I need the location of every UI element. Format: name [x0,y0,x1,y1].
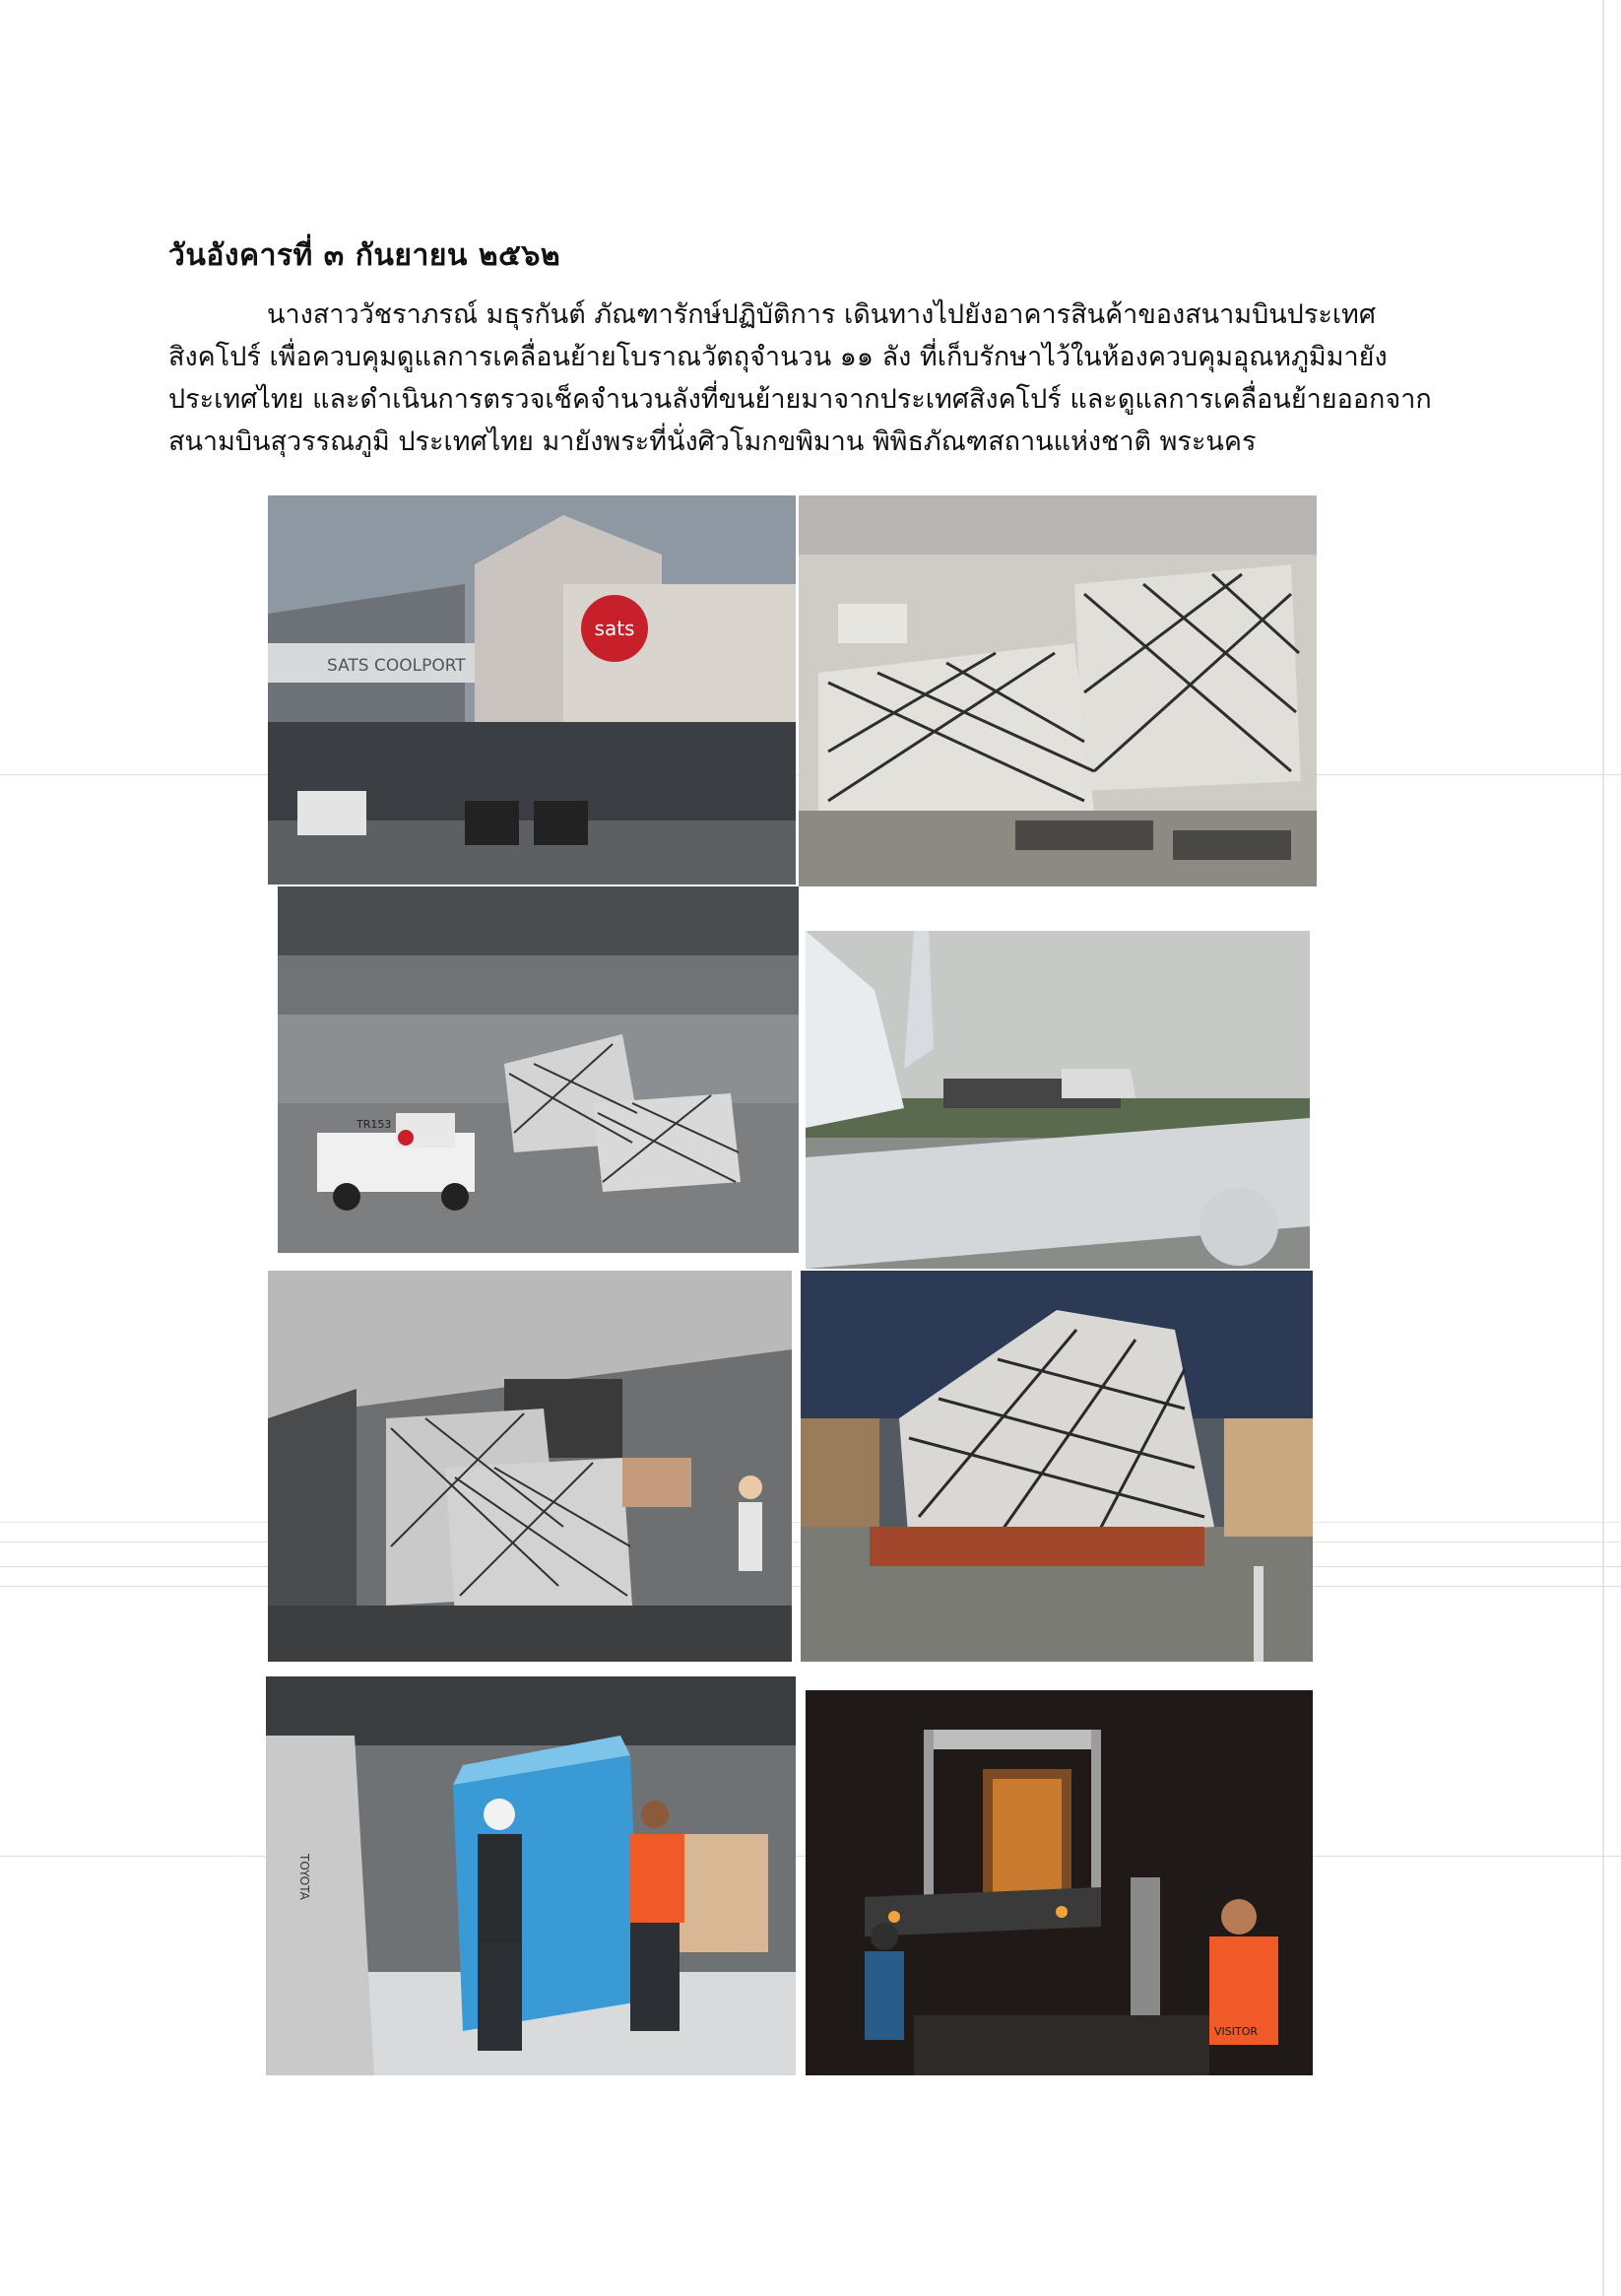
paragraph-line: สนามบินสุวรรณภูมิ ประเทศไทย มายังพระที่นั่งศิวโมกขพิมาน พิพิธภัณฑสถานแห่งชาติ พระนคร [168,426,1257,457]
paragraph-line: สิงคโปร์ เพื่อควบคุมดูแลการเคลื่อนย้ายโบราณวัตถุจำนวน ๑๑ ลัง ที่เก็บรักษาไว้ในห้องควบคุมอุณหภูมิมายัง [168,342,1388,372]
photo-workers-blue-crate [266,1676,796,2075]
photo-netted-crates-warehouse [799,495,1317,886]
date-heading: วันอังคารที่ ๓ กันยายน ๒๕๖๒ [168,238,561,273]
visitor-vest-text: VISITOR [1214,2025,1259,2038]
paragraph-line: นางสาววัชราภรณ์ มธุรกันต์ ภัณฑารักษ์ปฏิบัติการ เดินทางไปยังอาคารสินค้าของสนามบินประเทศ [267,299,1376,330]
page-edge [1602,0,1604,2296]
photo-cargo-terminal [268,495,796,885]
body-paragraph [168,294,1439,463]
tug-number-text: TR153 [357,1118,392,1131]
forklift-brand-text: TOYOTA [297,1854,311,1900]
photo-forklift-dark-warehouse [806,1690,1313,2075]
paragraph-line: ประเทศไทย และดำเนินการตรวจเช็คจำนวนลังที่ขนย้ายมาจากประเทศสิงคโปร์ และดูแลการเคลื่อนย้ายออกจาก [168,384,1432,415]
building-sign-text: SATS COOLPORT [327,656,466,676]
photo-aircraft-wing-loader [806,931,1310,1269]
photo-tug-towing-crates [278,886,799,1253]
photo-netted-crate-pallet [801,1271,1313,1662]
photo-crates-aircraft-hold [268,1271,792,1662]
sats-sign-text: sats [594,617,635,640]
